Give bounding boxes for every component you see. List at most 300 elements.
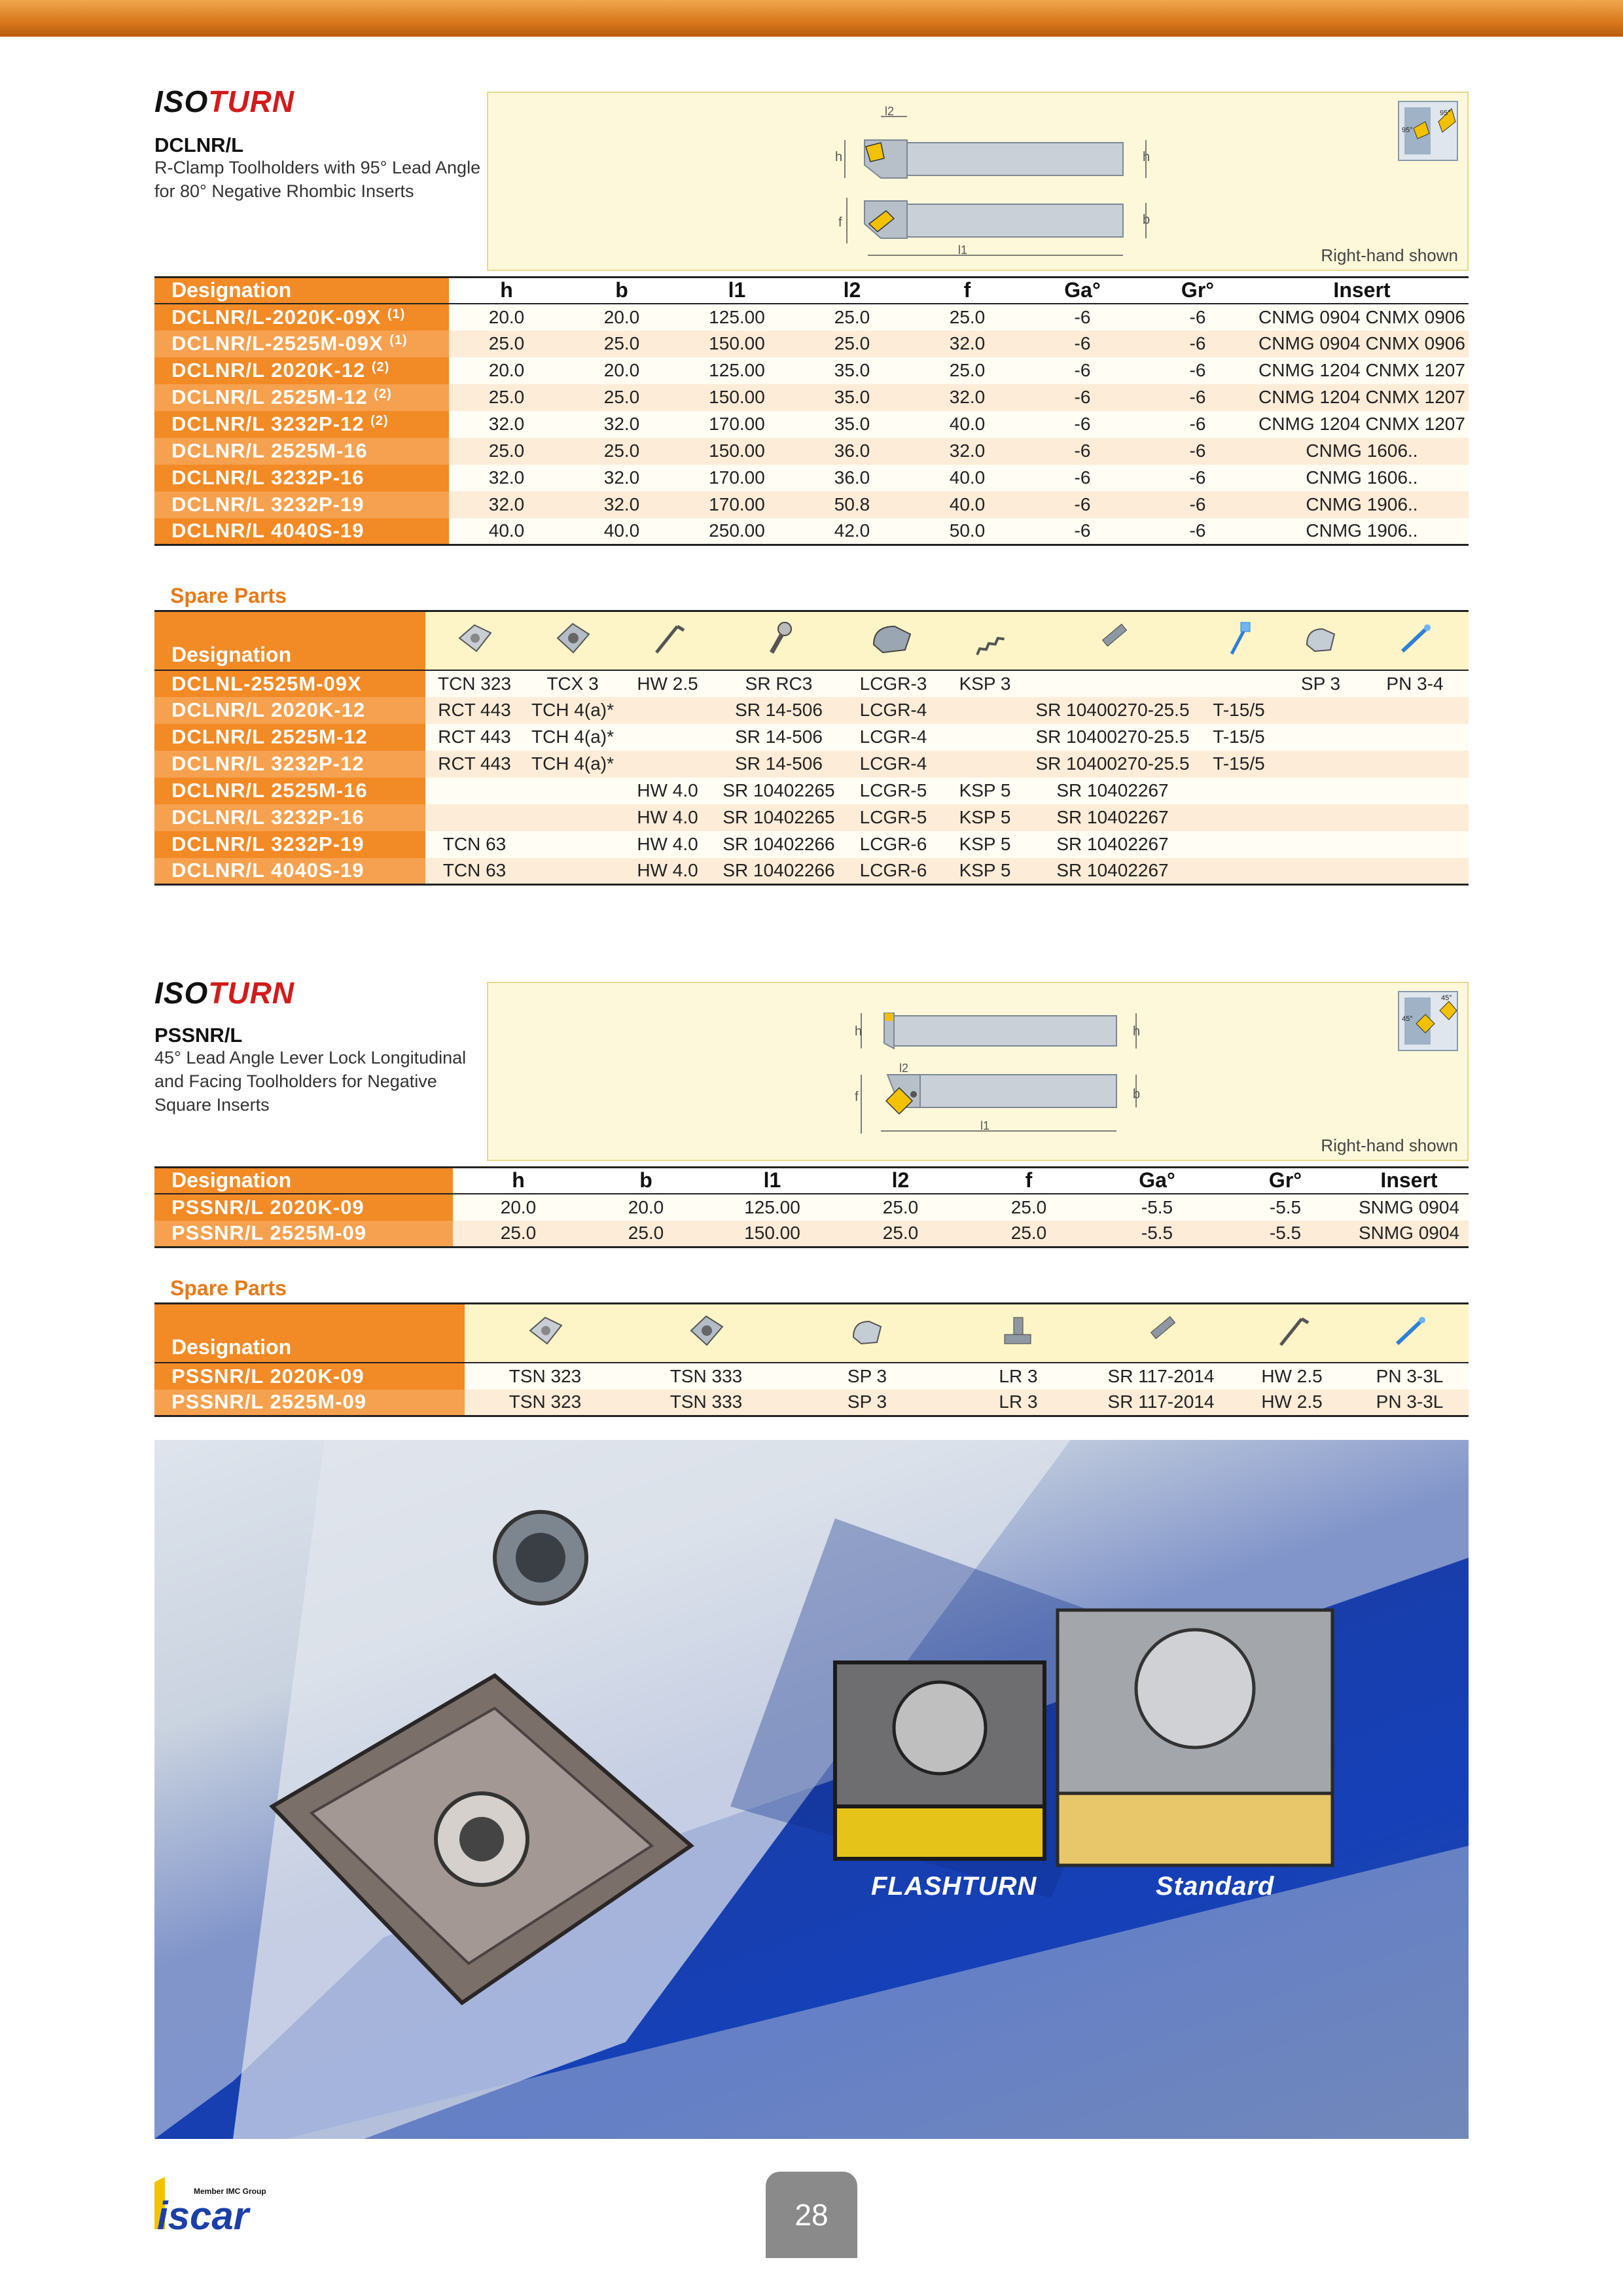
flashturn-label: FLASHTURN: [871, 1872, 1037, 1901]
spec-row: [154, 331, 1469, 357]
screw-icon-2: [1089, 1304, 1233, 1363]
product-photo: [154, 1440, 1469, 2139]
spring-pin-icon-2: [787, 1304, 948, 1363]
part-cell: SR 10402267: [1027, 804, 1198, 831]
l2-cell: 25.0: [836, 1194, 965, 1221]
part-cell: SR RC3: [713, 670, 844, 697]
part-cell: [1198, 804, 1280, 831]
designation-cell: DCLNR/L 3232P-12 $^{(2)}$: [154, 411, 449, 438]
l2-cell: 25.0: [794, 331, 910, 357]
designation-cell: DCLNL-2525M-09X: [154, 670, 425, 697]
part-cell: LCGR-5: [844, 778, 942, 804]
f-cell: 25.0: [965, 1221, 1093, 1247]
ga-cell: -6: [1025, 384, 1140, 411]
svg-text:95°: 95°: [1402, 126, 1413, 134]
col-h: h: [449, 278, 564, 304]
top-banner: [0, 0, 1623, 37]
gr-cell: -6: [1140, 518, 1255, 545]
part-cell: [524, 831, 622, 858]
col-ga: Ga°: [1025, 278, 1140, 304]
l1-label: l1: [958, 243, 968, 257]
part-cell: SR 10402267: [1027, 831, 1198, 858]
insert-cell: CNMG 1204 CNMX 1207: [1255, 384, 1469, 411]
part-cell: TSN 333: [626, 1390, 787, 1416]
h-cell: 25.0: [449, 384, 564, 411]
part-cell: HW 4.0: [622, 831, 713, 858]
insert-cell: CNMG 1906..: [1255, 518, 1469, 545]
page-number: 28: [766, 2172, 857, 2258]
designation-cell: DCLNR/L 2525M-12 $^{(2)}$: [154, 384, 449, 411]
h-cell: 20.0: [453, 1194, 584, 1221]
part-cell: SR 10400270-25.5: [1027, 724, 1198, 751]
h-cell: 32.0: [449, 492, 564, 518]
l2-cell: 50.8: [794, 492, 910, 518]
col-f: f: [910, 278, 1025, 304]
part-cell: TCH 4(a)*: [524, 697, 622, 724]
part-cell: [1361, 858, 1469, 885]
dclnr-spare-parts-table: [154, 610, 1469, 886]
f-cell: 32.0: [910, 331, 1025, 357]
part-cell: [1027, 670, 1198, 697]
right-hand-shown-2: Right-hand shown: [1321, 1136, 1458, 1155]
b-cell: 20.0: [584, 1194, 708, 1221]
part-cell: HW 2.5: [622, 670, 713, 697]
dclnr-spec-table: [154, 276, 1469, 546]
insert-part-icon: [425, 611, 524, 670]
h-cell: 20.0: [449, 357, 564, 384]
b-cell: 25.0: [564, 331, 679, 357]
toolholder-diagram-2: [487, 982, 1469, 1161]
svg-text:45°: 45°: [1402, 1015, 1413, 1023]
part-cell: [1198, 778, 1280, 804]
part-cell: LR 3: [948, 1390, 1089, 1416]
hex-key-icon-2: [1233, 1304, 1351, 1363]
part-cell: [1280, 858, 1361, 885]
part-cell: RCT 443: [425, 724, 524, 751]
gr-cell: -6: [1140, 492, 1255, 518]
part-cell: [1198, 670, 1280, 697]
col-l1: l1: [679, 278, 794, 304]
part-cell: SR 10402265: [713, 778, 844, 804]
part-cell: KSP 5: [942, 804, 1027, 831]
gr-cell: -5.5: [1221, 1194, 1349, 1221]
footnote-ref: (2): [370, 414, 389, 428]
l2-cell: 36.0: [794, 465, 910, 492]
torx-key-icon: [1198, 611, 1280, 670]
gr-cell: -6: [1140, 304, 1255, 331]
part-cell: LR 3: [948, 1363, 1089, 1390]
spare-row: [154, 804, 1469, 831]
part-cell: [1361, 697, 1469, 724]
h-cell: 32.0: [449, 411, 564, 438]
l1-cell: 150.00: [679, 331, 794, 357]
shim-icon-2: [626, 1304, 787, 1363]
svg-text:h: h: [1133, 1024, 1141, 1039]
spare-row: [154, 724, 1469, 751]
part-cell: SR 10400270-25.5: [1027, 697, 1198, 724]
lever-icon: [948, 1304, 1089, 1363]
designation-cell: DCLNR/L 3232P-12: [154, 751, 425, 778]
part-cell: TCN 323: [425, 670, 524, 697]
right-hand-shown: Right-hand shown: [1321, 245, 1458, 265]
part-cell: [524, 804, 622, 831]
product-title-2: PSSNR/L: [154, 1024, 243, 1047]
part-cell: LCGR-4: [844, 697, 942, 724]
spec-row: [154, 304, 1469, 331]
part-cell: SR 14-506: [713, 724, 844, 751]
insert-cell: SNMG 0904: [1349, 1194, 1469, 1221]
col-b-2: b: [584, 1168, 708, 1194]
l1-cell: 125.00: [679, 357, 794, 384]
ga-cell: -6: [1025, 331, 1140, 357]
f-cell: 25.0: [910, 357, 1025, 384]
designation-cell: PSSNR/L 2020K-09: [154, 1363, 465, 1390]
part-cell: HW 4.0: [622, 804, 713, 831]
part-cell: SR 14-506: [713, 697, 844, 724]
toolholder-diagram: [487, 92, 1469, 271]
spare-col-designation-2: Designation: [154, 1304, 465, 1363]
insert-cell: CNMG 0904 CNMX 0906: [1255, 331, 1469, 357]
designation-cell: PSSNR/L 2020K-09: [154, 1194, 453, 1221]
lead-angle-icon: [1398, 101, 1458, 161]
f-label: f: [838, 215, 842, 230]
part-cell: RCT 443: [425, 751, 524, 778]
spec-row: [154, 492, 1469, 518]
col-l1-2: l1: [708, 1168, 836, 1194]
part-cell: SP 3: [787, 1390, 948, 1416]
b-cell: 25.0: [564, 384, 679, 411]
spare-row: [154, 778, 1469, 804]
spec-header-row: [154, 278, 1469, 304]
standard-label: Standard: [1156, 1872, 1275, 1901]
spare-row: [154, 1390, 1469, 1416]
spare-parts-title-2: Spare Parts: [170, 1276, 287, 1300]
part-cell: LCGR-6: [844, 858, 942, 885]
footnote-ref: (2): [371, 360, 390, 374]
l1-cell: 250.00: [679, 518, 794, 545]
b-cell: 32.0: [564, 492, 679, 518]
col-l2: l2: [794, 278, 910, 304]
part-cell: TCH 4(a)*: [524, 751, 622, 778]
part-cell: RCT 443: [425, 697, 524, 724]
col-designation-2: Designation: [154, 1168, 453, 1194]
part-cell: [942, 697, 1027, 724]
h-label: h: [835, 150, 843, 164]
product-description-2: 45° Lead Angle Lever Lock Longitudinal and Facing Toolholders for Negative Square Inserts: [154, 1048, 467, 1115]
part-cell: [622, 751, 713, 778]
part-cell: KSP 5: [942, 831, 1027, 858]
b-cell: 20.0: [564, 357, 679, 384]
designation-cell: DCLNR/L 3232P-16: [154, 804, 425, 831]
isoturn-logo: ISOTURN: [154, 84, 295, 118]
part-cell: SR 117-2014: [1089, 1390, 1233, 1416]
part-cell: [1361, 804, 1469, 831]
spec-row: [154, 518, 1469, 545]
part-cell: TCH 4(a)*: [524, 724, 622, 751]
part-cell: [1280, 697, 1361, 724]
product-description: R-Clamp Toolholders with 95° Lead Angle for 80° Negative Rhombic Inserts: [154, 158, 481, 201]
isoturn-logo-2: ISOTURN: [154, 976, 295, 1010]
l1-cell: 125.00: [679, 304, 794, 331]
part-cell: SR 117-2014: [1089, 1363, 1233, 1390]
svg-text:l2: l2: [899, 1062, 909, 1075]
part-cell: LCGR-6: [844, 831, 942, 858]
part-cell: TSN 333: [626, 1363, 787, 1390]
spec-row: [154, 1194, 1469, 1221]
col-insert: Insert: [1255, 278, 1469, 304]
shim-icon: [524, 611, 622, 670]
part-cell: KSP 3: [942, 670, 1027, 697]
part-cell: [942, 724, 1027, 751]
l2-cell: 25.0: [836, 1221, 965, 1247]
h-cell: 25.0: [449, 331, 564, 357]
pin-icon-2: [1351, 1304, 1469, 1363]
ga-cell: -6: [1025, 304, 1140, 331]
f-cell: 25.0: [965, 1194, 1093, 1221]
insert-cell: CNMG 1606..: [1255, 465, 1469, 492]
designation-cell: DCLNR/L 3232P-19: [154, 492, 449, 518]
part-cell: [1361, 724, 1469, 751]
b-cell: 40.0: [564, 518, 679, 545]
spec-row: [154, 438, 1469, 465]
gr-cell: -6: [1140, 465, 1255, 492]
part-cell: SP 3: [787, 1363, 948, 1390]
gr-cell: -6: [1140, 357, 1255, 384]
part-cell: SR 14-506: [713, 751, 844, 778]
pssnr-spare-parts-table: [154, 1302, 1469, 1417]
l2-cell: 42.0: [794, 518, 910, 545]
spare-row: [154, 858, 1469, 885]
designation-cell: DCLNR/L 4040S-19: [154, 518, 449, 545]
designation-cell: DCLNR/L 2020K-12: [154, 697, 425, 724]
l2-cell: 35.0: [794, 384, 910, 411]
gr-cell: -6: [1140, 331, 1255, 357]
h-cell: 25.0: [449, 438, 564, 465]
svg-text:Member IMC Group: Member IMC Group: [194, 2187, 266, 2196]
col-gr-2: Gr°: [1221, 1168, 1349, 1194]
col-h-2: h: [453, 1168, 584, 1194]
gr-cell: -6: [1140, 384, 1255, 411]
insert-cell: SNMG 0904: [1349, 1221, 1469, 1247]
spare-row: [154, 1363, 1469, 1390]
b-cell: 32.0: [564, 465, 679, 492]
part-cell: LCGR-4: [844, 751, 942, 778]
ga-cell: -6: [1025, 465, 1140, 492]
b-cell: 20.0: [564, 304, 679, 331]
b-cell: 25.0: [564, 438, 679, 465]
spring-pin-icon: [1280, 611, 1361, 670]
photo-illustration: [154, 1440, 1469, 2139]
part-cell: PN 3-4: [1361, 670, 1469, 697]
spec-row: [154, 1221, 1469, 1247]
part-cell: KSP 5: [942, 778, 1027, 804]
part-cell: [524, 778, 622, 804]
part-cell: TCN 63: [425, 858, 524, 885]
part-cell: SR 10402265: [713, 804, 844, 831]
designation-cell: DCLNR/L 2020K-12 $^{(2)}$: [154, 357, 449, 384]
svg-text:iscar: iscar: [157, 2194, 249, 2236]
designation-cell: DCLNR/L 2525M-12: [154, 724, 425, 751]
f-cell: 32.0: [910, 438, 1025, 465]
spec-row: [154, 411, 1469, 438]
part-cell: [622, 697, 713, 724]
svg-text:f: f: [855, 1090, 859, 1104]
insert-cell: CNMG 0904 CNMX 0906: [1255, 304, 1469, 331]
b-cell: 32.0: [564, 411, 679, 438]
part-cell: [1280, 751, 1361, 778]
ga-cell: -5.5: [1093, 1194, 1221, 1221]
part-cell: PN 3-3L: [1351, 1363, 1469, 1390]
spec-row: [154, 357, 1469, 384]
l1-cell: 150.00: [708, 1221, 836, 1247]
designation-cell: DCLNR/L 2525M-16: [154, 778, 425, 804]
svg-text:l1: l1: [980, 1119, 990, 1132]
part-cell: [1361, 831, 1469, 858]
l1-cell: 170.00: [679, 492, 794, 518]
designation-cell: PSSNR/L 2525M-09: [154, 1390, 465, 1416]
l2-cell: 36.0: [794, 438, 910, 465]
h-cell: 25.0: [453, 1221, 584, 1247]
part-cell: [1280, 724, 1361, 751]
l2-cell: 35.0: [794, 357, 910, 384]
designation-cell: DCLNR/L-2525M-09X $^{(1)}$: [154, 331, 449, 357]
part-cell: [942, 751, 1027, 778]
spare-row: [154, 697, 1469, 724]
part-cell: SR 10402267: [1027, 778, 1198, 804]
l1-cell: 150.00: [679, 384, 794, 411]
spare-row: [154, 751, 1469, 778]
insert-cell: CNMG 1204 CNMX 1207: [1255, 411, 1469, 438]
gr-cell: -6: [1140, 438, 1255, 465]
part-cell: SR 10402266: [713, 858, 844, 885]
iscar-logo: [154, 2177, 292, 2236]
part-cell: [1361, 751, 1469, 778]
designation-cell: DCLNR/L 3232P-19: [154, 831, 425, 858]
f-cell: 40.0: [910, 411, 1025, 438]
gr-cell: -5.5: [1221, 1221, 1349, 1247]
f-cell: 50.0: [910, 518, 1025, 545]
product-title: DCLNR/L: [154, 134, 244, 156]
part-cell: TSN 323: [465, 1363, 626, 1390]
part-cell: TCX 3: [524, 670, 622, 697]
l1-cell: 170.00: [679, 411, 794, 438]
part-cell: SR 10402267: [1027, 858, 1198, 885]
part-cell: [1198, 831, 1280, 858]
ga-cell: -6: [1025, 492, 1140, 518]
ga-cell: -5.5: [1093, 1221, 1221, 1247]
f-cell: 32.0: [910, 384, 1025, 411]
insert-cell: CNMG 1906..: [1255, 492, 1469, 518]
spare-col-designation: Designation: [154, 611, 425, 670]
part-cell: SR 10402266: [713, 831, 844, 858]
l2-label: l2: [885, 105, 895, 118]
col-ga-2: Ga°: [1093, 1168, 1221, 1194]
f-cell: 40.0: [910, 492, 1025, 518]
ga-cell: -6: [1025, 411, 1140, 438]
svg-text:95°: 95°: [1440, 109, 1451, 117]
col-f-2: f: [965, 1168, 1093, 1194]
lead-angle-icon-2: [1398, 991, 1458, 1051]
hex-key-icon: [622, 611, 713, 670]
part-cell: LCGR-4: [844, 724, 942, 751]
designation-cell: DCLNR/L 4040S-19: [154, 858, 425, 885]
part-cell: LCGR-3: [844, 670, 942, 697]
part-cell: TCN 63: [425, 831, 524, 858]
gr-cell: -6: [1140, 411, 1255, 438]
designation-cell: DCLNR/L-2020K-09X $^{(1)}$: [154, 304, 449, 331]
spare-row: [154, 831, 1469, 858]
spec-row: [154, 384, 1469, 411]
part-cell: SP 3: [1280, 670, 1361, 697]
part-cell: SR 10400270-25.5: [1027, 751, 1198, 778]
part-cell: HW 2.5: [1233, 1363, 1351, 1390]
pin-icon: [1361, 611, 1469, 670]
h-cell: 32.0: [449, 465, 564, 492]
svg-text:b: b: [1133, 1087, 1141, 1102]
ga-cell: -6: [1025, 357, 1140, 384]
spring-icon: [942, 611, 1027, 670]
l1-cell: 150.00: [679, 438, 794, 465]
part-cell: [425, 778, 524, 804]
footnote-ref: (2): [374, 387, 392, 401]
part-cell: [622, 724, 713, 751]
part-cell: KSP 5: [942, 858, 1027, 885]
part-cell: [1361, 778, 1469, 804]
b-label: b: [1143, 213, 1150, 227]
ga-cell: -6: [1025, 518, 1140, 545]
part-cell: T-15/5: [1198, 751, 1280, 778]
part-cell: [1198, 858, 1280, 885]
insert-cell: CNMG 1204 CNMX 1207: [1255, 357, 1469, 384]
clamp-screw-icon: [1027, 611, 1198, 670]
l1-cell: 170.00: [679, 465, 794, 492]
f-cell: 40.0: [910, 465, 1025, 492]
col-insert-2: Insert: [1349, 1168, 1469, 1194]
designation-cell: DCLNR/L 3232P-16: [154, 465, 449, 492]
h-cell: 40.0: [449, 518, 564, 545]
h-cell: 20.0: [449, 304, 564, 331]
designation-cell: DCLNR/L 2525M-16: [154, 438, 449, 465]
spare-parts-title: Spare Parts: [170, 584, 287, 607]
part-cell: HW 4.0: [622, 778, 713, 804]
part-cell: [1280, 804, 1361, 831]
part-cell: [1280, 778, 1361, 804]
l2-cell: 35.0: [794, 411, 910, 438]
f-cell: 25.0: [910, 304, 1025, 331]
clamp-icon: [844, 611, 942, 670]
footnote-ref: (1): [387, 306, 406, 321]
part-cell: [425, 804, 524, 831]
insert-cell: CNMG 1606..: [1255, 438, 1469, 465]
footnote-ref: (1): [389, 333, 408, 348]
col-gr: Gr°: [1140, 278, 1255, 304]
l1-cell: 125.00: [708, 1194, 836, 1221]
spare-row: [154, 670, 1469, 697]
part-cell: [1280, 831, 1361, 858]
part-cell: LCGR-5: [844, 804, 942, 831]
col-b: b: [564, 278, 679, 304]
svg-text:h: h: [855, 1024, 863, 1039]
h-label-right: h: [1143, 150, 1150, 164]
col-designation: Designation: [154, 278, 449, 304]
ga-cell: -6: [1025, 438, 1140, 465]
part-cell: [524, 858, 622, 885]
part-cell: TSN 323: [465, 1390, 626, 1416]
part-cell: HW 4.0: [622, 858, 713, 885]
svg-text:45°: 45°: [1441, 994, 1452, 1002]
insert-part-icon-2: [465, 1304, 626, 1363]
pssnr-spec-table: [154, 1166, 1469, 1248]
